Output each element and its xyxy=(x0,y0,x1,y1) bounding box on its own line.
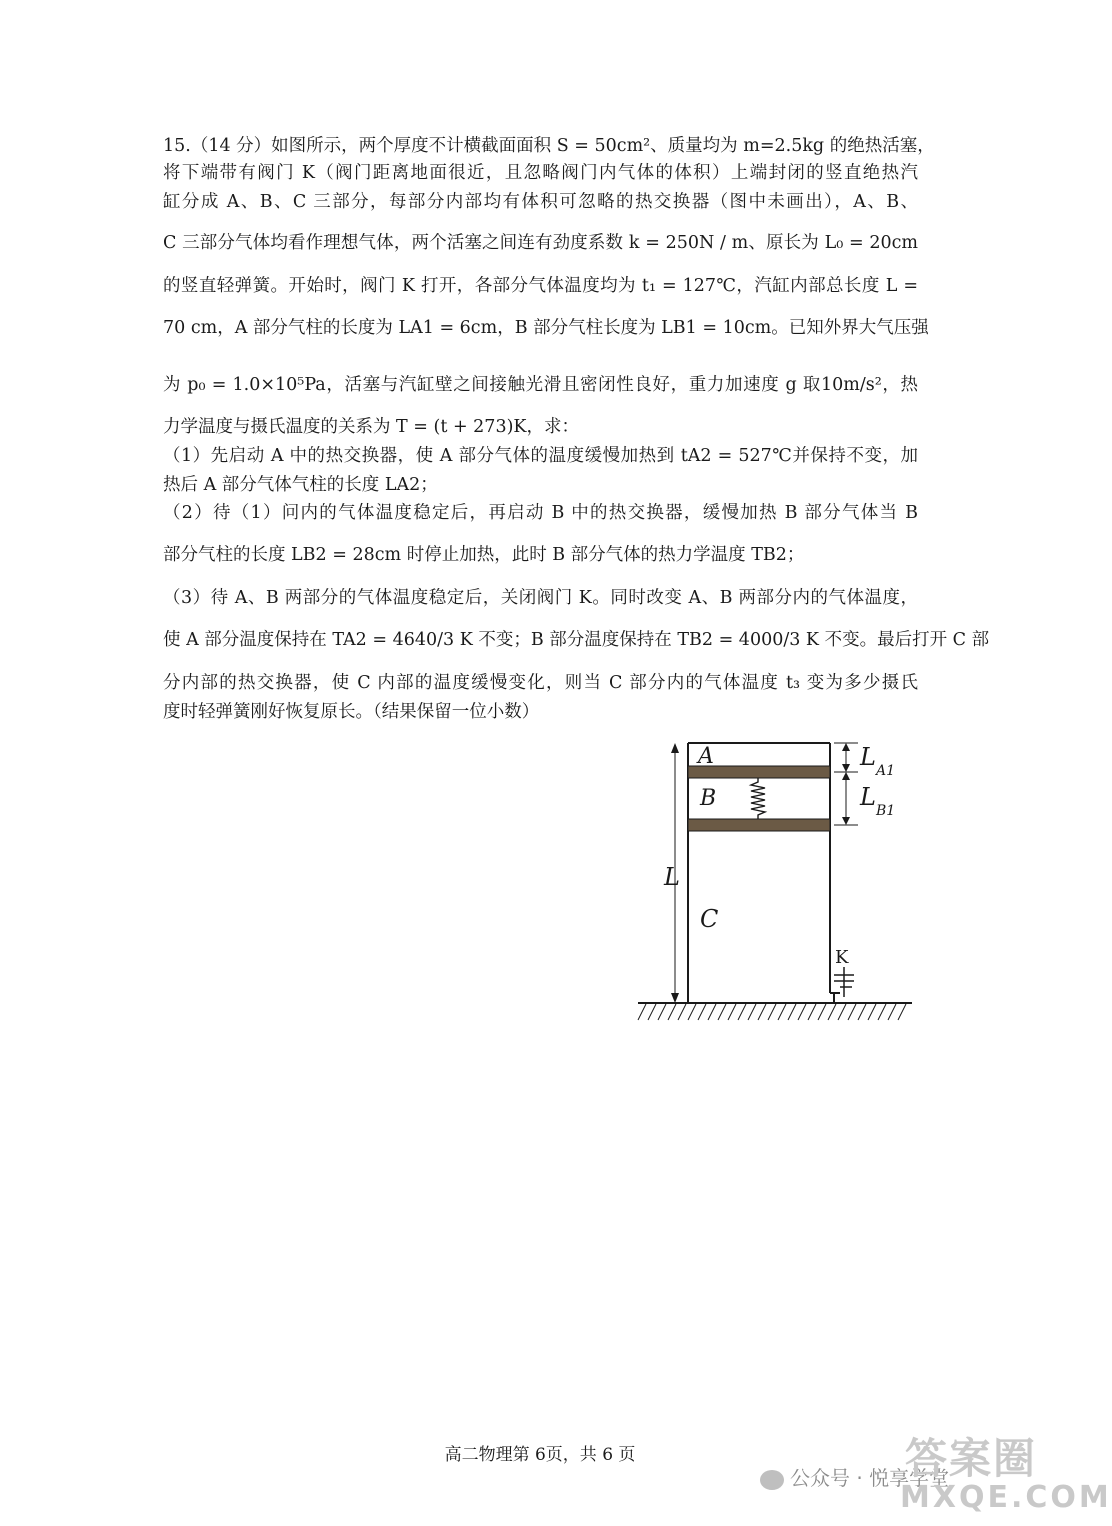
label-lb1-main: L xyxy=(860,783,876,811)
label-b: B xyxy=(700,786,717,811)
watermark xyxy=(760,1434,1112,1515)
watermark-account: 公众号 · 悦享学堂 xyxy=(790,1466,950,1490)
piston-lower xyxy=(688,819,830,831)
ground-hatch xyxy=(638,1004,906,1020)
label-lb1-sub: B1 xyxy=(876,803,896,819)
label-l: L xyxy=(664,863,680,891)
length-l-arrow-bottom xyxy=(671,993,679,1003)
problem-line-14: 使 A 部分温度保持在 TA2 = 4640/3 K 不变；B 部分温度保持在 TB2 = 4000/3 K 不变。最后打开 C 部 xyxy=(163,630,990,650)
problem-line-13: （3）待 A、B 两部分的气体温度稳定后，关闭阀门 K。同时改变 A、B 两部分内的气体温度， xyxy=(163,588,918,608)
label-k: K xyxy=(835,947,849,968)
cylinder-diagram xyxy=(630,735,920,1030)
problem-line-12: 部分气柱的长度 LB2 = 28cm 时停止加热，此时 B 部分气体的热力学温度 TB2； xyxy=(163,545,805,565)
problem-line-11: （2）待（1）问内的气体温度稳定后，再启动 B 中的热交换器，缓慢加热 B 部分气体当 B xyxy=(163,503,918,523)
lb1-arrow-bottom xyxy=(842,817,850,825)
la1-arrow-top xyxy=(842,743,850,751)
problem-line-3: 缸分成 A、B、C 三部分，每部分内部均有体积可忽略的热交换器（图中未画出），A、B、 xyxy=(163,192,918,212)
spring xyxy=(751,778,765,819)
wechat-icon xyxy=(760,1470,784,1490)
watermark-site: MXQE.COM xyxy=(900,1480,1112,1515)
problem-line-9: （1）先启动 A 中的热交换器，使 A 部分气体的温度缓慢加热到 tA2 = 527℃并保持不变，加 xyxy=(163,446,918,466)
problem-line-7: 为 p₀ = 1.0×10⁵Pa，活塞与汽缸壁之间接触光滑且密闭性良好，重力加速度 g 取10m/s²，热 xyxy=(163,375,918,395)
problem-line-6: 70 cm，A 部分气柱的长度为 LA1 = 6cm，B 部分气柱长度为 LB1 = 10cm。已知外界大气压强 xyxy=(163,318,929,338)
problem-line-10: 热后 A 部分气体气柱的长度 LA2； xyxy=(163,475,438,495)
problem-line-4: C 三部分气体均看作理想气体，两个活塞之间连有劲度系数 k = 250N / m、原长为 L₀ = 20cm xyxy=(163,233,918,253)
problem-line-5: 的竖直轻弹簧。开始时，阀门 K 打开，各部分气体温度均为 t₁ = 127℃，汽缸内部总长度 L = xyxy=(163,276,918,296)
la1-arrow-bottom xyxy=(842,764,850,772)
problem-line-8: 力学温度与摄氏温度的关系为 T = (t + 273)K，求： xyxy=(163,417,579,437)
page-footer: 高二物理第 6页，共 6 页 xyxy=(444,1445,636,1465)
lb1-arrow-top xyxy=(842,772,850,780)
length-l-arrow-top xyxy=(671,743,679,753)
problem-line-15: 分内部的热交换器，使 C 内部的温度缓慢变化，则当 C 部分内的气体温度 t₃ 变为多少摄氏 xyxy=(163,673,918,693)
problem-line-16: 度时轻弹簧刚好恢复原长。（结果保留一位小数） xyxy=(163,702,540,722)
problem-line-1: 15.（14 分）如图所示，两个厚度不计横截面面积 S = 50cm²、质量均为 m=2.5kg 的绝热活塞， xyxy=(163,136,935,156)
label-la1-sub: A1 xyxy=(876,763,896,779)
label-a: A xyxy=(698,744,714,769)
label-la1-main: L xyxy=(860,743,876,771)
problem-line-2: 将下端带有阀门 K（阀门距离地面很近，且忽略阀门内气体的体积）上端封闭的竖直绝热汽 xyxy=(163,163,918,183)
label-c: C xyxy=(700,905,719,933)
watermark-stamp: 答案圈 xyxy=(905,1434,1038,1483)
